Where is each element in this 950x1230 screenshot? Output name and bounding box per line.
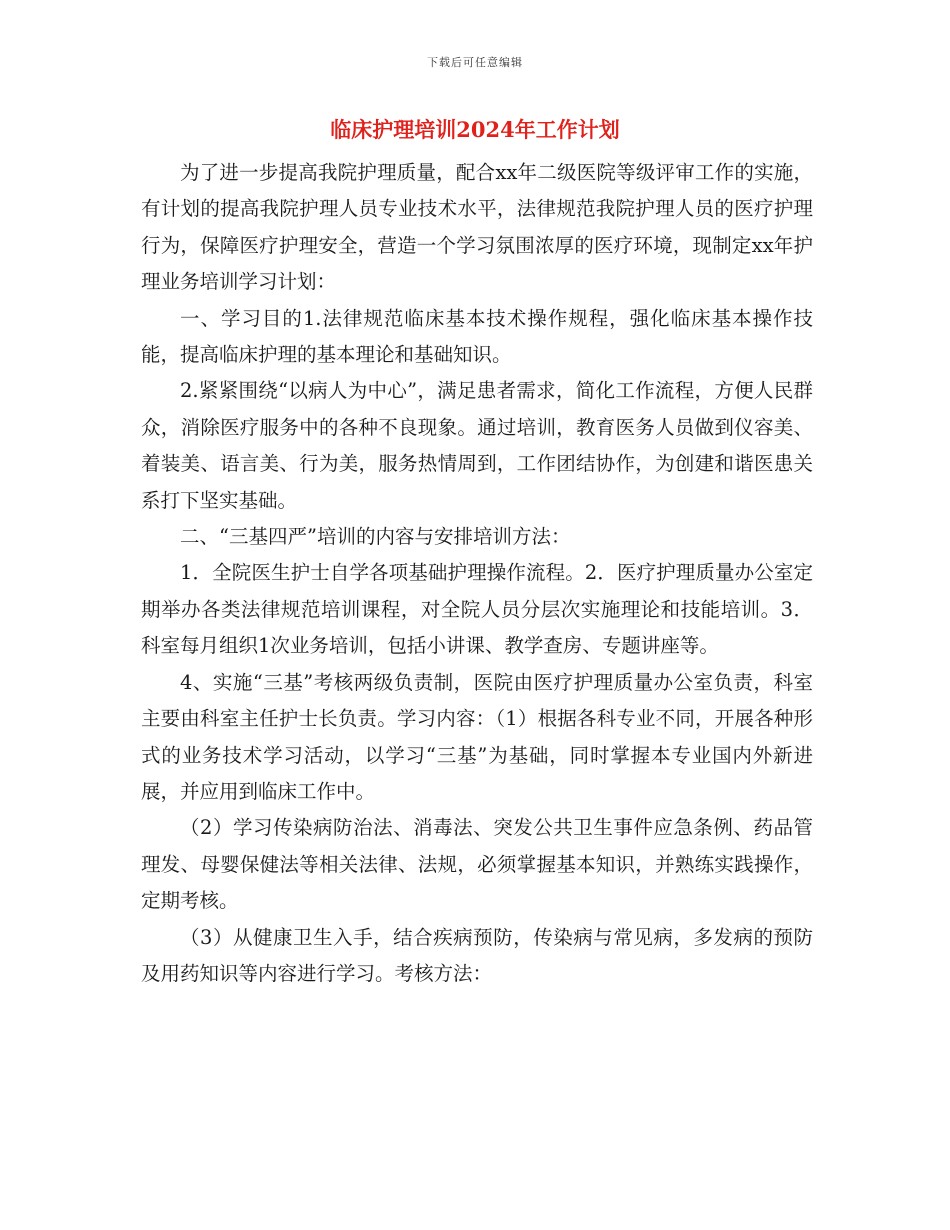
paragraph-intro: 为了进一步提高我院护理质量，配合xx年二级医院等级评审工作的实施，有计划的提高我院护理人员专业技术水平，法律规范我院护理人员的医疗护理行为，保障医疗护理安全，营造一个学习氛围浓厚的医疗环境，现制定xx年护理业务培训学习计划：: [141, 161, 813, 294]
paragraph-section-two-heading: 二、“三基四严”培训的内容与安排培训方法：: [180, 525, 571, 549]
paragraph-purpose: 一、学习目的1.法律规范临床基本技术操作规程，强化临床基本操作技能，提高临床护理的基本理论和基础知识。: [141, 306, 813, 367]
header-note: 下载后可任意编辑: [427, 56, 523, 69]
paragraph-assessment-responsibility: 4、实施“三基”考核两级负责制，医院由医疗护理质量办公室负责，科室主要由科室主任护士长负责。学习内容：（1）根据各科专业不同，开展各种形式的业务技术学习活动，以学习“三基”为基础，同时掌握本专业国内外新进展，并应用到临床工作中。: [141, 670, 813, 803]
paragraph-health-study: （3）从健康卫生入手，结合疾病预防，传染病与常见病，多发病的预防及用药知识等内容进行学习。考核方法：: [141, 925, 813, 985]
paragraph-laws-study: （2）学习传染病防治法、消毒法、突发公共卫生事件应急条例、药品管理发、母婴保健法等相关法律、法规，必须掌握基本知识，并熟练实践操作，定期考核。: [141, 816, 813, 913]
document-body: [141, 155, 813, 992]
paragraph-patient-centered: 2.紧紧围绕“以病人为中心”，满足患者需求，简化工作流程，方便人民群众，消除医疗服务中的各种不良现象。通过培训，教育医务人员做到仪容美、着装美、语言美、行为美，服务热情周到，工作团结协作，为创建和谐医患关系打下坚实基础。: [141, 379, 813, 512]
document-title: 临床护理培训2024年工作计划: [330, 117, 620, 142]
paragraph-training-methods: 1．全院医生护士自学各项基础护理操作流程。2．医疗护理质量办公室定期举办各类法律规范培训课程，对全院人员分层次实施理论和技能培训。3．科室每月组织1次业务培训，包括小讲课、教学查房、专题讲座等。: [141, 561, 813, 658]
